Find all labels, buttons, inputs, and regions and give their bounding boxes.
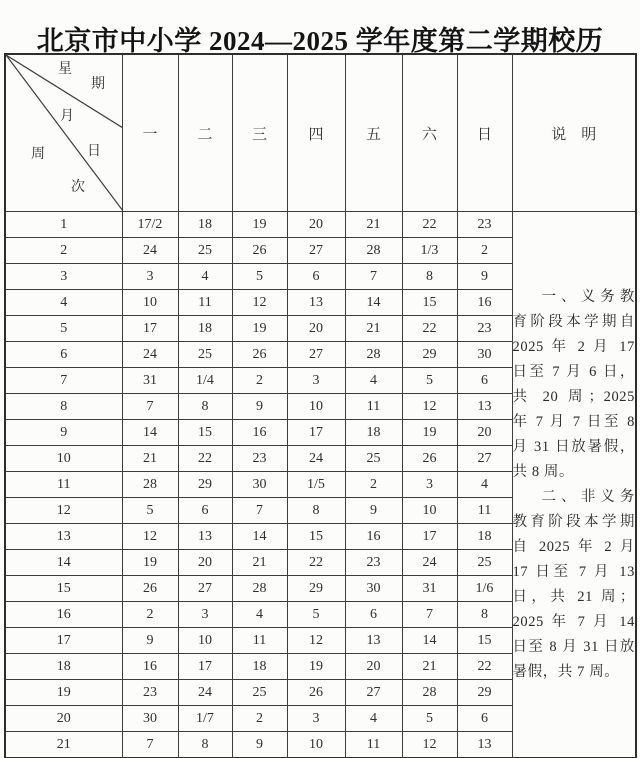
date-cell: 22 — [178, 446, 232, 472]
date-cell: 14 — [402, 628, 457, 654]
date-cell: 17/2 — [122, 212, 178, 238]
date-cell: 9 — [122, 628, 178, 654]
week-number-cell: 11 — [5, 472, 122, 498]
date-cell: 3 — [287, 706, 345, 732]
week-number-cell: 2 — [5, 238, 122, 264]
week-number-cell: 15 — [5, 576, 122, 602]
date-cell: 30 — [122, 706, 178, 732]
date-cell: 14 — [122, 420, 178, 446]
date-cell: 27 — [457, 446, 512, 472]
date-cell: 5 — [402, 368, 457, 394]
date-cell: 21 — [402, 654, 457, 680]
date-cell: 1/6 — [457, 576, 512, 602]
date-cell: 28 — [402, 680, 457, 706]
date-cell: 27 — [345, 680, 402, 706]
date-cell: 11 — [345, 732, 402, 758]
remark-line: 教育阶段本学期 — [512, 513, 635, 530]
date-cell: 12 — [402, 394, 457, 420]
date-cell: 8 — [457, 602, 512, 628]
col-header-thursday: 四 — [287, 54, 345, 212]
remark-line: 共 20 周；2025 — [512, 388, 635, 405]
date-cell: 17 — [178, 654, 232, 680]
date-cell: 11 — [232, 628, 287, 654]
date-cell: 19 — [232, 212, 287, 238]
date-cell: 2 — [345, 472, 402, 498]
col-header-saturday: 六 — [402, 54, 457, 212]
date-cell: 25 — [178, 342, 232, 368]
date-cell: 4 — [345, 706, 402, 732]
date-cell: 3 — [178, 602, 232, 628]
date-cell: 12 — [402, 732, 457, 758]
date-cell: 4 — [345, 368, 402, 394]
date-cell: 23 — [457, 212, 512, 238]
date-cell: 26 — [402, 446, 457, 472]
date-cell: 28 — [345, 238, 402, 264]
date-cell: 4 — [232, 602, 287, 628]
week-number-cell: 12 — [5, 498, 122, 524]
date-cell: 9 — [232, 732, 287, 758]
date-cell: 7 — [345, 264, 402, 290]
date-cell: 11 — [457, 498, 512, 524]
date-cell: 24 — [287, 446, 345, 472]
remark-line: 日至 8 月 31 日放 — [512, 638, 635, 655]
date-cell: 22 — [402, 212, 457, 238]
date-cell: 26 — [287, 680, 345, 706]
week-number-cell: 18 — [5, 654, 122, 680]
date-cell: 16 — [345, 524, 402, 550]
date-cell: 26 — [122, 576, 178, 602]
date-cell: 20 — [287, 316, 345, 342]
date-cell: 6 — [287, 264, 345, 290]
date-cell: 21 — [345, 212, 402, 238]
week-number-cell: 19 — [5, 680, 122, 706]
date-cell: 17 — [402, 524, 457, 550]
remark-line: 一、义务教 — [541, 288, 635, 305]
date-cell: 5 — [232, 264, 287, 290]
col-header-remarks: 说 明 — [512, 54, 636, 212]
remark-line: 自 2025 年 2 月 — [512, 538, 635, 555]
date-cell: 21 — [345, 316, 402, 342]
header-row — [5, 54, 636, 212]
page-title: 北京市中小学 2024—2025 学年度第二学期校历 — [36, 26, 604, 56]
date-cell: 19 — [402, 420, 457, 446]
date-cell: 7 — [232, 498, 287, 524]
week-number-cell: 21 — [5, 732, 122, 758]
date-cell: 27 — [287, 342, 345, 368]
date-cell: 2 — [232, 706, 287, 732]
date-cell: 22 — [402, 316, 457, 342]
col-header-monday: 一 — [122, 54, 178, 212]
remark-line: 日至 7 月 6 日， — [512, 363, 635, 380]
date-cell: 8 — [287, 498, 345, 524]
date-cell: 23 — [122, 680, 178, 706]
date-cell: 14 — [232, 524, 287, 550]
corner-weekday-char-2: 期 — [91, 77, 105, 92]
date-cell: 16 — [122, 654, 178, 680]
date-cell: 26 — [232, 342, 287, 368]
week-number-cell: 14 — [5, 550, 122, 576]
remark-line: 共 8 周。 — [512, 463, 575, 480]
date-cell: 4 — [178, 264, 232, 290]
date-cell: 8 — [402, 264, 457, 290]
date-cell: 24 — [402, 550, 457, 576]
corner-header-cell — [5, 54, 122, 212]
date-cell: 6 — [345, 602, 402, 628]
date-cell: 25 — [178, 238, 232, 264]
date-cell: 3 — [287, 368, 345, 394]
remark-line: 17 日至 7 月 13 — [512, 563, 635, 580]
date-cell: 25 — [232, 680, 287, 706]
date-cell: 18 — [457, 524, 512, 550]
date-cell: 11 — [345, 394, 402, 420]
date-cell: 13 — [345, 628, 402, 654]
date-cell: 24 — [178, 680, 232, 706]
week-number-cell: 13 — [5, 524, 122, 550]
date-cell: 19 — [122, 550, 178, 576]
date-cell: 6 — [178, 498, 232, 524]
corner-weekno-char-1: 周 — [31, 147, 45, 162]
col-header-wednesday: 三 — [232, 54, 287, 212]
date-cell: 25 — [345, 446, 402, 472]
date-cell: 2 — [457, 238, 512, 264]
date-cell: 20 — [345, 654, 402, 680]
date-cell: 24 — [122, 342, 178, 368]
date-cell: 7 — [122, 732, 178, 758]
date-cell: 30 — [345, 576, 402, 602]
date-cell: 10 — [287, 732, 345, 758]
date-cell: 27 — [287, 238, 345, 264]
week-number-cell: 3 — [5, 264, 122, 290]
date-cell: 5 — [122, 498, 178, 524]
week-number-cell: 9 — [5, 420, 122, 446]
date-cell: 9 — [457, 264, 512, 290]
date-cell: 8 — [178, 394, 232, 420]
date-cell: 12 — [122, 524, 178, 550]
date-cell: 27 — [178, 576, 232, 602]
week-number-cell: 16 — [5, 602, 122, 628]
date-cell: 23 — [232, 446, 287, 472]
date-cell: 9 — [232, 394, 287, 420]
date-cell: 1/4 — [178, 368, 232, 394]
corner-weekday-char-1: 星 — [58, 62, 72, 77]
date-cell: 20 — [178, 550, 232, 576]
date-cell: 5 — [402, 706, 457, 732]
date-cell: 19 — [287, 654, 345, 680]
date-cell: 10 — [402, 498, 457, 524]
date-cell: 16 — [232, 420, 287, 446]
week-number-cell: 6 — [5, 342, 122, 368]
remark-line: 月 31 日放暑假， — [512, 438, 635, 455]
date-cell: 16 — [457, 290, 512, 316]
date-cell: 31 — [402, 576, 457, 602]
date-cell: 1/3 — [402, 238, 457, 264]
date-cell: 26 — [232, 238, 287, 264]
date-cell: 30 — [457, 342, 512, 368]
corner-monthday-char-1: 月 — [60, 109, 74, 124]
date-cell: 13 — [457, 732, 512, 758]
date-cell: 15 — [457, 628, 512, 654]
calendar-week-row — [5, 212, 636, 238]
date-cell: 1/5 — [287, 472, 345, 498]
date-cell: 29 — [457, 680, 512, 706]
remark-line: 二、非义务 — [541, 488, 635, 505]
date-cell: 19 — [232, 316, 287, 342]
date-cell: 28 — [122, 472, 178, 498]
date-cell: 10 — [287, 394, 345, 420]
date-cell: 12 — [232, 290, 287, 316]
date-cell: 21 — [122, 446, 178, 472]
date-cell: 21 — [232, 550, 287, 576]
date-cell: 29 — [287, 576, 345, 602]
date-cell: 22 — [287, 550, 345, 576]
remark-line: 2025 年 2 月 17 — [512, 338, 635, 355]
date-cell: 3 — [402, 472, 457, 498]
remark-line: 日，共 21 周； — [512, 588, 635, 605]
date-cell: 15 — [178, 420, 232, 446]
date-cell: 20 — [287, 212, 345, 238]
date-cell: 12 — [287, 628, 345, 654]
date-cell: 17 — [287, 420, 345, 446]
date-cell: 7 — [402, 602, 457, 628]
week-number-cell: 7 — [5, 368, 122, 394]
week-number-cell: 1 — [5, 212, 122, 238]
date-cell: 18 — [345, 420, 402, 446]
col-header-friday: 五 — [345, 54, 402, 212]
date-cell: 15 — [402, 290, 457, 316]
date-cell: 2 — [122, 602, 178, 628]
remark-line: 2025 年 7 月 14 — [512, 613, 635, 630]
date-cell: 13 — [287, 290, 345, 316]
date-cell: 6 — [457, 706, 512, 732]
date-cell: 28 — [232, 576, 287, 602]
calendar-body — [5, 212, 636, 758]
date-cell: 28 — [345, 342, 402, 368]
date-cell: 30 — [232, 472, 287, 498]
date-cell: 7 — [122, 394, 178, 420]
date-cell: 13 — [178, 524, 232, 550]
calendar-table — [4, 53, 637, 758]
date-cell: 18 — [178, 316, 232, 342]
date-cell: 29 — [402, 342, 457, 368]
date-cell: 6 — [457, 368, 512, 394]
week-number-cell: 17 — [5, 628, 122, 654]
week-number-cell: 4 — [5, 290, 122, 316]
col-header-sunday: 日 — [457, 54, 512, 212]
date-cell: 4 — [457, 472, 512, 498]
date-cell: 31 — [122, 368, 178, 394]
date-cell: 9 — [345, 498, 402, 524]
date-cell: 18 — [178, 212, 232, 238]
date-cell: 17 — [122, 316, 178, 342]
col-header-tuesday: 二 — [178, 54, 232, 212]
date-cell: 2 — [232, 368, 287, 394]
corner-monthday-char-2: 日 — [87, 144, 101, 159]
date-cell: 3 — [122, 264, 178, 290]
remarks-cell — [512, 212, 636, 758]
corner-weekno-char-2: 次 — [71, 180, 85, 195]
date-cell: 5 — [287, 602, 345, 628]
date-cell: 23 — [345, 550, 402, 576]
date-cell: 29 — [178, 472, 232, 498]
week-number-cell: 8 — [5, 394, 122, 420]
date-cell: 18 — [232, 654, 287, 680]
date-cell: 24 — [122, 238, 178, 264]
date-cell: 25 — [457, 550, 512, 576]
date-cell: 10 — [178, 628, 232, 654]
week-number-cell: 20 — [5, 706, 122, 732]
date-cell: 10 — [122, 290, 178, 316]
date-cell: 22 — [457, 654, 512, 680]
remark-line: 暑假，共 7 周。 — [512, 663, 620, 680]
date-cell: 20 — [457, 420, 512, 446]
date-cell: 1/7 — [178, 706, 232, 732]
week-number-cell: 10 — [5, 446, 122, 472]
date-cell: 14 — [345, 290, 402, 316]
date-cell: 23 — [457, 316, 512, 342]
week-number-cell: 5 — [5, 316, 122, 342]
remark-line: 育阶段本学期自 — [512, 313, 635, 330]
date-cell: 15 — [287, 524, 345, 550]
remark-line: 年 7 月 7 日至 8 — [512, 413, 635, 430]
date-cell: 13 — [457, 394, 512, 420]
date-cell: 8 — [178, 732, 232, 758]
date-cell: 11 — [178, 290, 232, 316]
